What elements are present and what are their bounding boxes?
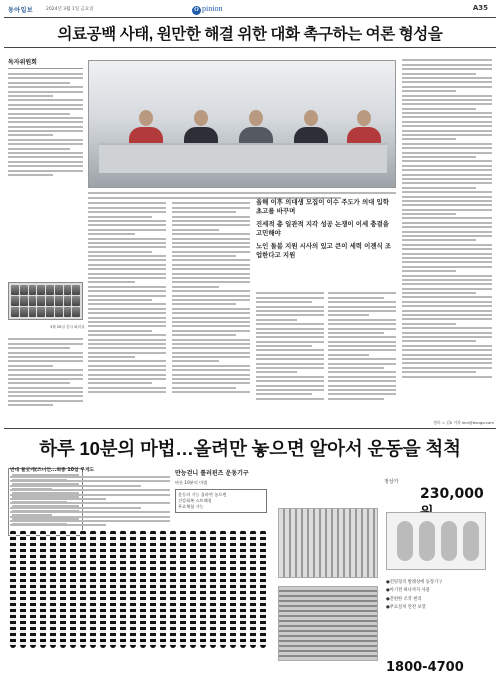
ad-bullet: ●아기전 하나까지 사용 bbox=[386, 588, 430, 594]
ad-promo-box bbox=[175, 468, 267, 513]
byline: 정리 = 김0 기자 kim@donga.com bbox=[433, 420, 494, 425]
ad-left-title: 반대 물굿게(즈니언...최종 10일 무게도 bbox=[10, 468, 95, 473]
ad-brand: 만능걷니 롤러핀즈 운동기구 bbox=[175, 470, 249, 477]
section-title: O pinion bbox=[192, 4, 222, 15]
sidebar-text bbox=[8, 73, 83, 176]
article-column-3 bbox=[256, 290, 324, 402]
pull-quote-line: 진세적 총 일관적 지각 성공 논쟁이 이세 충결을 고민해야 bbox=[256, 220, 389, 237]
masthead-divider bbox=[4, 17, 496, 18]
ad-product-image bbox=[10, 530, 270, 650]
masthead bbox=[4, 4, 496, 16]
section-badge-icon: O bbox=[192, 6, 201, 15]
article-column-4 bbox=[328, 290, 396, 402]
headline-divider bbox=[4, 47, 496, 48]
ad-right-panel bbox=[270, 468, 492, 686]
pull-quote-line: 올해 이후 의대생 모집이 이수 주도가 의대 입학 초고를 바꾸며 bbox=[256, 198, 389, 215]
ad-bullet: ●무료설치 안전 보장 bbox=[386, 605, 426, 611]
newspaper-logo: 동아일보 bbox=[8, 7, 34, 14]
page-number: A35 bbox=[472, 4, 488, 12]
sidebar-column bbox=[8, 57, 83, 178]
ad-small-title: 바른 10분의 마법 bbox=[175, 480, 208, 485]
ad-bullet: ●간편한 조작 편리 bbox=[386, 596, 422, 602]
ad-bullets bbox=[386, 576, 490, 613]
ad-feature-box: 운동의 기능 올라만 놓으면 건강회복 스트레칭 무료체험 가능 bbox=[175, 489, 267, 513]
ad-headline: 하루 10분의 마법…올려만 놓으면 알아서 운동을 척척 bbox=[39, 438, 461, 459]
member-photo-board bbox=[8, 282, 83, 320]
article-column-right bbox=[402, 57, 492, 380]
ad-bullet: ●런팅형의 발레성에 등장기구 bbox=[386, 579, 443, 585]
ad-price: 230,000 bbox=[420, 486, 484, 502]
column-tag: 독자위원회 bbox=[8, 57, 83, 69]
pull-quote bbox=[256, 198, 396, 265]
product-diagram bbox=[386, 512, 486, 570]
article-column-1 bbox=[88, 200, 166, 396]
ad-divider bbox=[4, 428, 496, 429]
meeting-photo bbox=[88, 60, 396, 188]
ad-left-copy bbox=[10, 466, 170, 529]
issue-date: 2024년 3월 1일 금요일 bbox=[46, 7, 94, 12]
ad-phone-number: 1800-4700 bbox=[386, 660, 464, 675]
product-photo bbox=[278, 586, 378, 661]
product-photo bbox=[278, 508, 378, 578]
article-headline: 의료공백 사태, 원만한 해결 위한 대화 촉구하는 여론 형성을 bbox=[57, 26, 443, 43]
sidebar-lower bbox=[8, 336, 83, 409]
article-column-2 bbox=[172, 200, 250, 396]
meeting-table bbox=[99, 143, 387, 173]
photo-board-caption: 3월 28일 본사 회의실 bbox=[50, 325, 85, 329]
price-label: 정상가 bbox=[384, 479, 399, 485]
pull-quote-line: 노인 돌봄 지원 시사의 있고 큰이 세력 이젠식 조업한다고 지원 bbox=[256, 242, 392, 259]
